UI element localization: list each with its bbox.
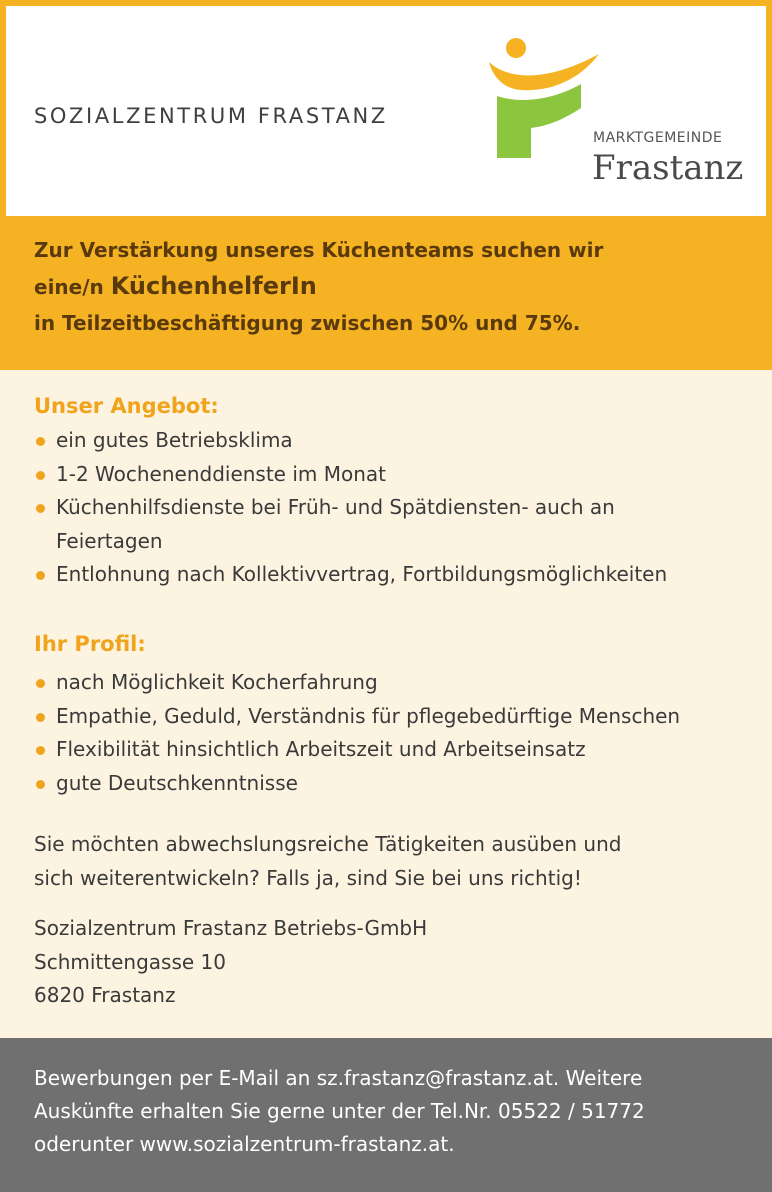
content-panel [0,370,772,1038]
footer-line-1: Bewerbungen per E-Mail an sz.frastanz@frastanz.at. Weitere [34,1066,643,1090]
footer [0,1038,772,1192]
address-street: Schmittengasse 10 [34,949,226,974]
intro-line-2 [34,268,754,305]
profile-title: Ihr Profil: [34,632,146,656]
list-item: Entlohnung nach Kollektivvertrag, Fortbildungsmöglichkeiten [34,558,754,592]
closing-line-2: sich weiterentwickeln? Falls ja, sind Sie bei uns richtig! [34,865,582,890]
list-item: ein gutes Betriebsklima [34,424,754,458]
list-item: Empathie, Geduld, Verständnis für pflegebedürftige Menschen [34,700,754,734]
offer-list [34,424,754,592]
intro-line-1: Zur Verstärkung unseres Küchenteams suchen wir [34,238,604,262]
closing-text [34,828,754,895]
logo-dot [506,38,526,58]
closing-line-1: Sie möchten abwechslungsreiche Tätigkeiten ausüben und [34,832,622,856]
frastanz-f-logo-icon [481,34,611,164]
logo-name: Frastanz [592,148,744,188]
header [6,6,766,216]
logo-subtitle: MARKTGEMEINDE [593,130,723,146]
logo-swoosh [489,54,599,90]
address-block [34,912,754,1013]
address-company: Sozialzentrum Frastanz Betriebs-GmbH [34,916,428,940]
intro [34,232,754,341]
list-item: nach Möglichkeit Kocherfahrung [34,666,754,700]
offer-title: Unser Angebot: [34,394,219,418]
list-item: Flexibilität hinsichtlich Arbeitszeit und Arbeitseinsatz [34,733,754,767]
job-title: KüchenhelferIn [110,272,317,300]
list-item: gute Deutschkenntnisse [34,767,754,801]
intro-prefix: eine/n [34,275,111,299]
profile-list [34,666,754,800]
address-city: 6820 Frastanz [34,983,176,1007]
list-item: Küchenhilfsdienste bei Früh- und Spätdiensten- auch an [34,491,754,525]
footer-line-2: Auskünfte erhalten Sie gerne unter der Tel.Nr. 05522 / 51772 [34,1099,645,1123]
organization-name: SOZIALZENTRUM FRASTANZ [34,104,388,128]
list-item: 1-2 Wochenenddienste im Monat [34,458,754,492]
application-info [34,1062,754,1161]
footer-line-3: oderunter www.sozialzentrum-frastanz.at. [34,1132,455,1156]
logo-stem [497,84,581,158]
intro-line-3: in Teilzeitbeschäftigung zwischen 50% und 75%. [34,311,581,335]
list-item-continuation: Feiertagen [56,528,163,553]
